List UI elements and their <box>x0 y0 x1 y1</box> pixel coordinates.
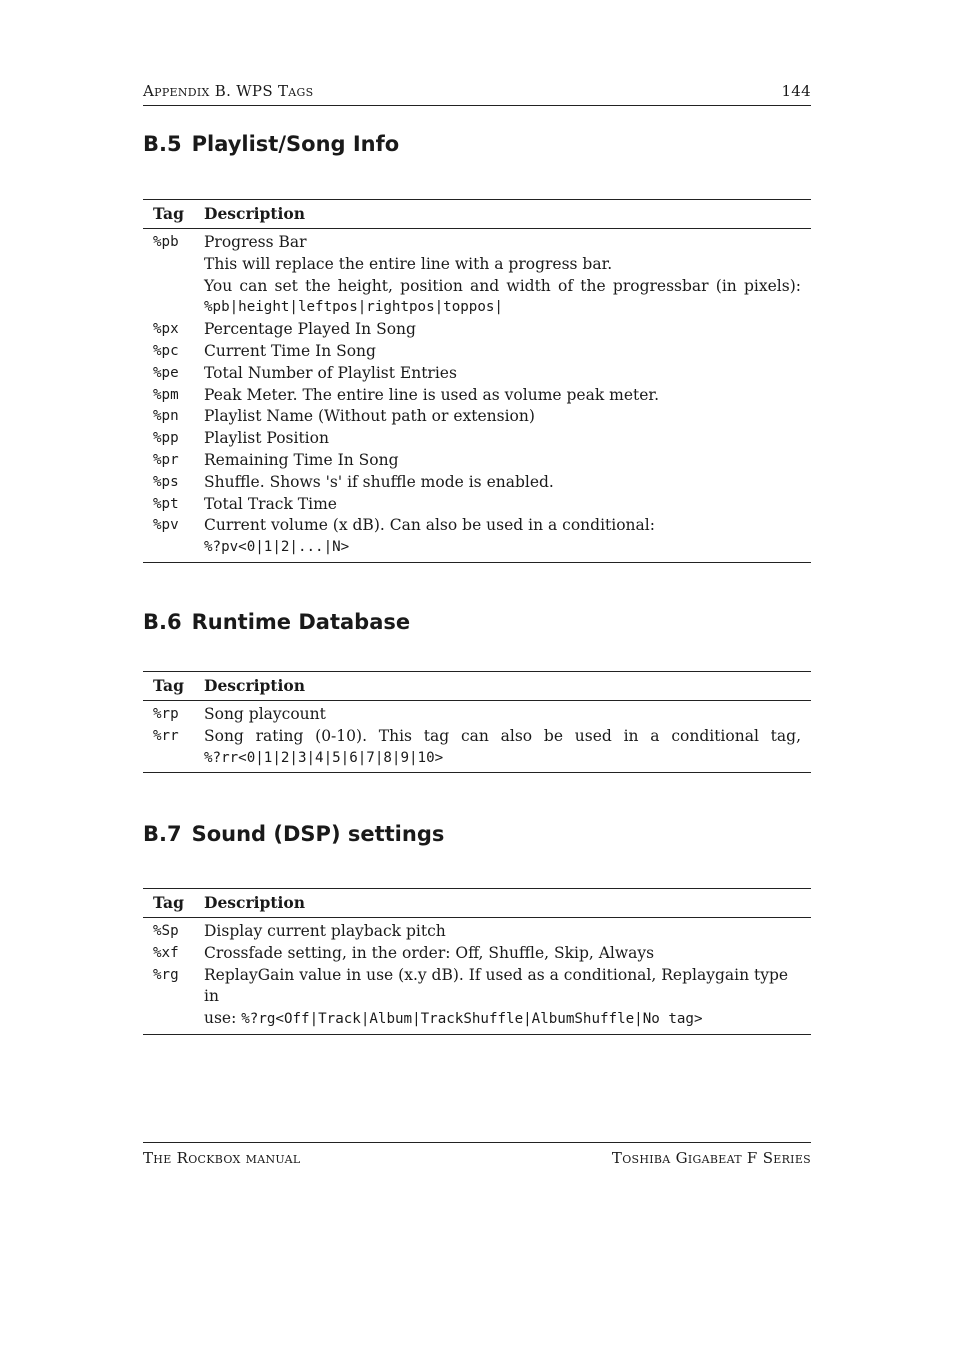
table-row <box>143 319 811 341</box>
tag-table-b5 <box>143 199 811 563</box>
tag-code: %pp <box>153 430 179 447</box>
description-line: This will replace the entire line with a progress bar. <box>204 254 613 273</box>
table-row <box>143 965 811 1035</box>
syntax-code: %?rr<0|1|2|3|4|5|6|7|8|9|10> <box>204 749 444 766</box>
table-row <box>143 472 811 494</box>
tag-code: %pm <box>153 386 179 403</box>
syntax-code: %?rg<Off|Track|Album|TrackShuffle|AlbumShuffle|No tag> <box>241 1011 703 1028</box>
syntax-code: %pb|height|leftpos|rightpos|toppos| <box>204 299 503 316</box>
description-line: You can set the height, position and width of the progressbar (in pixels): <box>204 276 801 295</box>
description-line: ReplayGain value in use (x.y dB). If used as a conditional, Replaygain type in <box>204 965 789 1006</box>
description: Peak Meter. The entire line is used as volume peak meter. <box>204 385 660 404</box>
tag-code: %rg <box>153 966 179 983</box>
description-line: Current volume (x dB). Can also be used in a conditional: <box>204 516 655 535</box>
column-header-tag: Tag <box>143 200 204 229</box>
table-row <box>143 494 811 516</box>
description: Total Track Time <box>204 494 337 513</box>
device-series: Toshiba Gigabeat F Series <box>611 1149 811 1167</box>
table-row <box>143 943 811 965</box>
table-row <box>143 515 811 562</box>
description: Current Time In Song <box>204 341 376 360</box>
tag-code: %xf <box>153 944 179 961</box>
tag-code: %rr <box>153 727 179 744</box>
description: Percentage Played In Song <box>204 320 416 339</box>
section-title: Playlist/Song Info <box>191 132 400 156</box>
column-header-description: Description <box>204 200 811 229</box>
section-heading-b7 <box>143 822 444 846</box>
description: Remaining Time In Song <box>204 450 399 469</box>
description: Total Number of Playlist Entries <box>204 363 457 382</box>
table-row <box>143 385 811 407</box>
section-number: B.5 <box>143 132 182 156</box>
description: Crossfade setting, in the order: Off, Shuffle, Skip, Always <box>204 943 655 962</box>
column-header-description: Description <box>204 889 811 918</box>
page-number: 144 <box>781 82 811 100</box>
tag-table-b7 <box>143 888 811 1035</box>
table-row <box>143 726 811 773</box>
tag-code: %pb <box>153 234 179 250</box>
section-number: B.7 <box>143 822 182 846</box>
tag-code: %px <box>153 321 179 338</box>
table-row <box>143 701 811 726</box>
column-header-tag: Tag <box>143 672 204 701</box>
section-title: Sound (DSP) settings <box>191 822 445 846</box>
tag-code: %pr <box>153 451 179 468</box>
table-row <box>143 406 811 428</box>
running-header <box>143 82 811 106</box>
section-heading-b5 <box>143 132 399 156</box>
tag-code: %pc <box>153 342 179 359</box>
column-header-tag: Tag <box>143 889 204 918</box>
description-line-code <box>204 1008 801 1031</box>
tag-code: %pv <box>153 517 179 534</box>
table-row <box>143 450 811 472</box>
description: Display current playback pitch <box>204 922 446 940</box>
manual-title: The Rockbox manual <box>143 1149 301 1167</box>
tag-code: %pt <box>153 495 179 512</box>
tag-code: %pn <box>153 408 179 425</box>
tag-code: %rp <box>153 706 179 722</box>
running-footer <box>143 1142 811 1167</box>
table-row <box>143 918 811 943</box>
description: Song playcount <box>204 705 326 723</box>
table-row <box>143 341 811 363</box>
section-number: B.6 <box>143 610 182 634</box>
syntax-code: %?pv<0|1|2|...|N> <box>204 539 350 556</box>
tag-code: %ps <box>153 473 179 490</box>
section-title: Runtime Database <box>191 610 411 634</box>
section-heading-b6 <box>143 610 410 634</box>
tag-table-b6 <box>143 671 811 773</box>
inline-prefix: use: <box>204 1009 242 1028</box>
description-line: Song rating (0-10). This tag can also be used in a conditional tag, <box>204 726 801 745</box>
tag-code: %pe <box>153 364 179 381</box>
description-line: Progress Bar <box>204 233 307 251</box>
description: Playlist Position <box>204 429 329 448</box>
chapter-title: Appendix B. WPS Tags <box>143 82 314 100</box>
description: Playlist Name (Without path or extension) <box>204 407 535 426</box>
table-row <box>143 363 811 385</box>
description: Shuffle. Shows 's' if shuffle mode is enabled. <box>204 472 554 491</box>
table-row <box>143 428 811 450</box>
table-row <box>143 229 811 320</box>
tag-code: %Sp <box>153 923 179 939</box>
column-header-description: Description <box>204 672 811 701</box>
